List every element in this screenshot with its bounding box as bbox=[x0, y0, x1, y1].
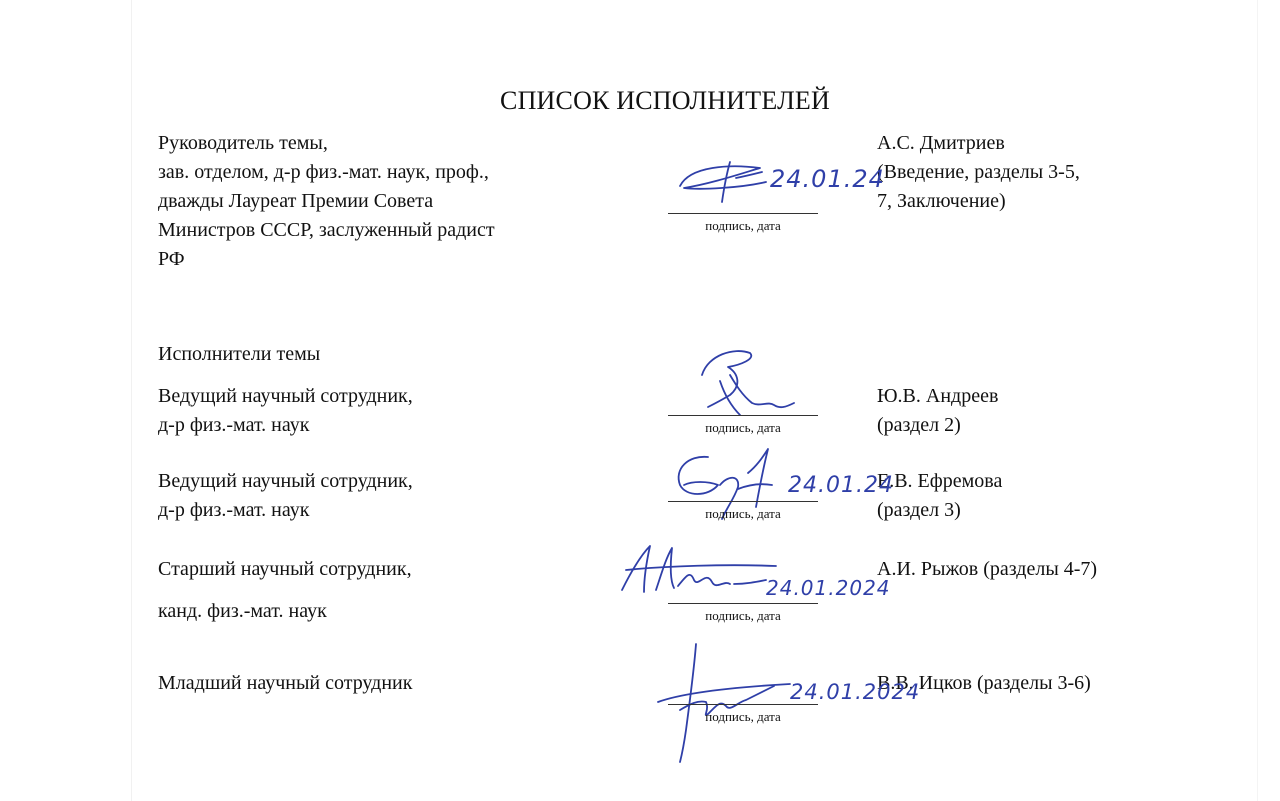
head-name: А.С. Дмитриев bbox=[877, 132, 1005, 154]
executor-role-line: Ведущий научный сотрудник, bbox=[158, 385, 413, 407]
executor-sections: (раздел 2) bbox=[877, 414, 961, 436]
signature-caption: подпись, дата bbox=[705, 709, 781, 724]
executor-sections: (раздел 3) bbox=[877, 499, 961, 521]
executor-name: А.И. Рыжов (разделы 4-7) bbox=[877, 558, 1098, 580]
head-signature bbox=[670, 158, 780, 213]
head-role-line: РФ bbox=[158, 248, 185, 270]
executor-role-line: д-р физ.-мат. наук bbox=[158, 414, 310, 436]
executor-signature bbox=[650, 640, 800, 770]
executor-name: В.В. Ицков (разделы 3-6) bbox=[877, 672, 1091, 694]
executor-role-line: Ведущий научный сотрудник, bbox=[158, 470, 413, 492]
executor-signature bbox=[690, 345, 800, 430]
head-role-line: зав. отделом, д-р физ.-мат. наук, проф., bbox=[158, 161, 489, 183]
executor-signature bbox=[616, 540, 786, 600]
executor-role-line: Младший научный сотрудник bbox=[158, 672, 413, 694]
signature-line bbox=[668, 213, 818, 214]
head-signature-date: 24.01.24 bbox=[770, 165, 885, 193]
executor-signature-date: 24.01.2024 bbox=[766, 576, 891, 600]
page-edge-right bbox=[1257, 0, 1258, 801]
executor-signature-date: 24.01.24 bbox=[788, 473, 894, 498]
signature-line bbox=[668, 415, 818, 416]
executor-name: Е.В. Ефремова bbox=[877, 470, 1003, 492]
executor-role-line: Старший научный сотрудник, bbox=[158, 558, 412, 580]
document-title: СПИСОК ИСПОЛНИТЕЛЕЙ bbox=[500, 86, 830, 115]
executor-role-line: д-р физ.-мат. наук bbox=[158, 499, 310, 521]
signature-line bbox=[668, 501, 818, 502]
executors-heading: Исполнители темы bbox=[158, 343, 321, 365]
signature-line bbox=[668, 704, 818, 705]
head-sections: (Введение, разделы 3-5, bbox=[877, 161, 1080, 183]
signature-caption: подпись, дата bbox=[705, 506, 781, 521]
executor-name: Ю.В. Андреев bbox=[877, 385, 999, 407]
head-sections: 7, Заключение) bbox=[877, 190, 1006, 212]
signature-line bbox=[668, 603, 818, 604]
page-edge-left bbox=[131, 0, 132, 801]
head-role-line: дважды Лауреат Премии Совета bbox=[158, 190, 434, 212]
executor-signature-date: 24.01.2024 bbox=[790, 680, 921, 704]
head-role-line: Министров СССР, заслуженный радист bbox=[158, 219, 495, 241]
signature-caption: подпись, дата bbox=[705, 608, 781, 623]
signature-caption: подпись, дата bbox=[705, 420, 781, 435]
head-role-line: Руководитель темы, bbox=[158, 132, 328, 154]
executor-role-line: канд. физ.-мат. наук bbox=[158, 600, 327, 622]
signature-caption: подпись, дата bbox=[705, 218, 781, 233]
